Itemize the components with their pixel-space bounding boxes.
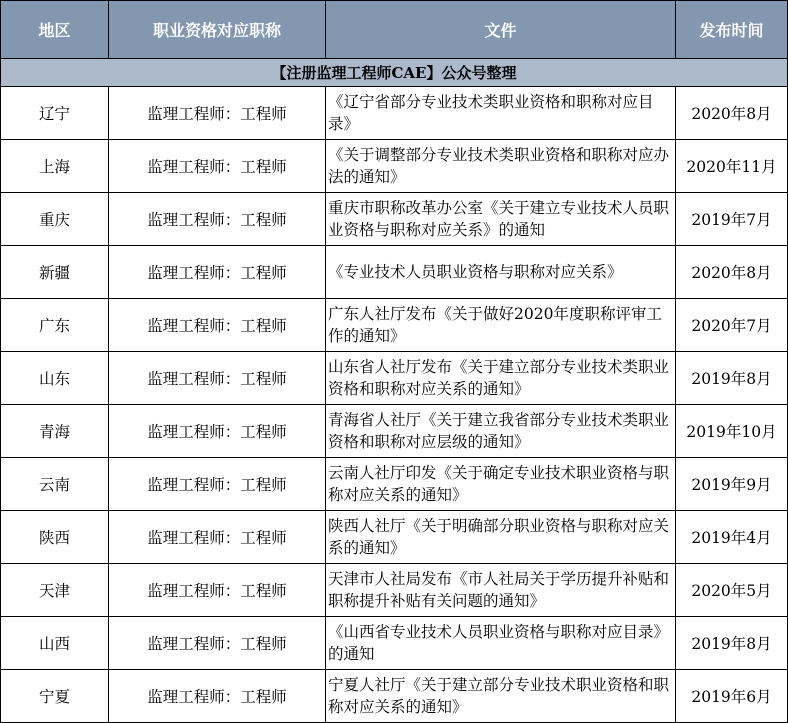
cell-title: 监理工程师：工程师 — [109, 193, 326, 246]
cell-date: 2020年8月 — [676, 87, 788, 140]
cell-date: 2019年8月 — [676, 617, 788, 670]
cell-document: 云南人社厅印发《关于确定专业技术职业资格与职称对应关系的通知》 — [326, 458, 676, 511]
cell-document: 青海省人社厅《关于建立我省部分专业技术类职业资格和职称对应层级的通知》 — [326, 405, 676, 458]
cell-document: 《关于调整部分专业技术类职业资格和职称对应办法的通知》 — [326, 140, 676, 193]
table-row — [1, 193, 788, 246]
cell-title: 监理工程师：工程师 — [109, 617, 326, 670]
cell-title: 监理工程师：工程师 — [109, 352, 326, 405]
cell-region: 青海 — [1, 405, 109, 458]
cell-date: 2019年4月 — [676, 511, 788, 564]
cell-region: 山东 — [1, 352, 109, 405]
cell-title: 监理工程师：工程师 — [109, 511, 326, 564]
cell-region: 上海 — [1, 140, 109, 193]
cell-date: 2019年7月 — [676, 193, 788, 246]
header-title: 职业资格对应职称 — [109, 1, 326, 59]
cell-document: 《专业技术人员职业资格与职称对应关系》 — [326, 246, 676, 299]
table-row — [1, 511, 788, 564]
banner-text: 【注册监理工程师CAE】公众号整理 — [1, 59, 788, 87]
cell-title: 监理工程师：工程师 — [109, 299, 326, 352]
cell-date: 2020年11月 — [676, 140, 788, 193]
cell-region: 新疆 — [1, 246, 109, 299]
table-row — [1, 405, 788, 458]
table-row — [1, 246, 788, 299]
cell-document: 《山西省专业技术人员职业资格与职称对应目录》的通知 — [326, 617, 676, 670]
cell-date: 2019年10月 — [676, 405, 788, 458]
cell-date: 2019年6月 — [676, 670, 788, 723]
table-row — [1, 564, 788, 617]
cell-document: 山东省人社厅发布《关于建立部分专业技术类职业资格和职称对应关系的通知》 — [326, 352, 676, 405]
cell-region: 重庆 — [1, 193, 109, 246]
cell-date: 2020年8月 — [676, 246, 788, 299]
cell-date: 2020年7月 — [676, 299, 788, 352]
cell-title: 监理工程师：工程师 — [109, 405, 326, 458]
cell-document: 《辽宁省部分专业技术类职业资格和职称对应目录》 — [326, 87, 676, 140]
cell-document: 宁夏人社厅《关于建立部分专业技术职业资格和职称对应关系的通知》 — [326, 670, 676, 723]
table-row — [1, 617, 788, 670]
table-row — [1, 299, 788, 352]
table-row — [1, 352, 788, 405]
cell-region: 山西 — [1, 617, 109, 670]
cell-region: 广东 — [1, 299, 109, 352]
table-row — [1, 140, 788, 193]
table-row — [1, 87, 788, 140]
cell-title: 监理工程师：工程师 — [109, 564, 326, 617]
cell-date: 2020年5月 — [676, 564, 788, 617]
header-row — [1, 1, 788, 59]
cell-region: 天津 — [1, 564, 109, 617]
cell-document: 陕西人社厅《关于明确部分职业资格与职称对应关系的通知》 — [326, 511, 676, 564]
banner-row — [1, 59, 788, 87]
table-row — [1, 670, 788, 723]
cell-region: 辽宁 — [1, 87, 109, 140]
cell-region: 云南 — [1, 458, 109, 511]
cell-title: 监理工程师：工程师 — [109, 458, 326, 511]
cell-title: 监理工程师：工程师 — [109, 670, 326, 723]
cell-document: 天津市人社局发布《市人社局关于学历提升补贴和职称提升补贴有关问题的通知》 — [326, 564, 676, 617]
header-region: 地区 — [1, 1, 109, 59]
cell-document: 广东人社厅发布《关于做好2020年度职称评审工作的通知》 — [326, 299, 676, 352]
cell-date: 2019年9月 — [676, 458, 788, 511]
cell-region: 陕西 — [1, 511, 109, 564]
cell-title: 监理工程师：工程师 — [109, 140, 326, 193]
cell-document: 重庆市职称改革办公室《关于建立专业技术人员职业资格与职称对应关系》的通知 — [326, 193, 676, 246]
cell-date: 2019年8月 — [676, 352, 788, 405]
cell-title: 监理工程师：工程师 — [109, 246, 326, 299]
cell-region: 宁夏 — [1, 670, 109, 723]
table-row — [1, 458, 788, 511]
header-date: 发布时间 — [676, 1, 788, 59]
cell-title: 监理工程师：工程师 — [109, 87, 326, 140]
header-document: 文件 — [326, 1, 676, 59]
